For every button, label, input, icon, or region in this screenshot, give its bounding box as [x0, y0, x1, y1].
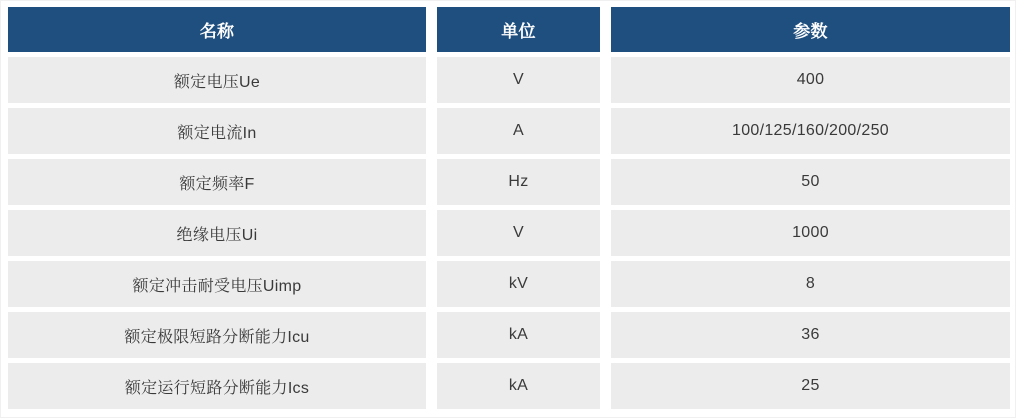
spec-name-cell: 额定频率F — [8, 159, 426, 205]
spec-value-cell: 8 — [611, 261, 1010, 307]
spec-name-cell: 额定电压Ue — [8, 57, 426, 103]
column-header-unit: 单位 — [437, 7, 600, 52]
spec-value-cell: 100/125/160/200/250 — [611, 108, 1010, 154]
spec-name-cell: 额定冲击耐受电压Uimp — [8, 261, 426, 307]
spec-unit-cell: V — [437, 57, 600, 103]
spec-unit-cell: kA — [437, 363, 600, 409]
spec-unit-cell: V — [437, 210, 600, 256]
column-header-name: 名称 — [8, 7, 426, 52]
column-header-value: 参数 — [611, 7, 1010, 52]
spec-value-cell: 25 — [611, 363, 1010, 409]
spec-name-cell: 额定极限短路分断能力Icu — [8, 312, 426, 358]
spec-unit-cell: A — [437, 108, 600, 154]
spec-name-cell: 绝缘电压Ui — [8, 210, 426, 256]
spec-unit-cell: kA — [437, 312, 600, 358]
spec-value-cell: 50 — [611, 159, 1010, 205]
spec-name-cell: 额定运行短路分断能力Ics — [8, 363, 426, 409]
spec-value-cell: 36 — [611, 312, 1010, 358]
spec-table — [8, 7, 1008, 409]
spec-name-cell: 额定电流In — [8, 108, 426, 154]
spec-unit-cell: Hz — [437, 159, 600, 205]
spec-value-cell: 1000 — [611, 210, 1010, 256]
spec-value-cell: 400 — [611, 57, 1010, 103]
spec-unit-cell: kV — [437, 261, 600, 307]
